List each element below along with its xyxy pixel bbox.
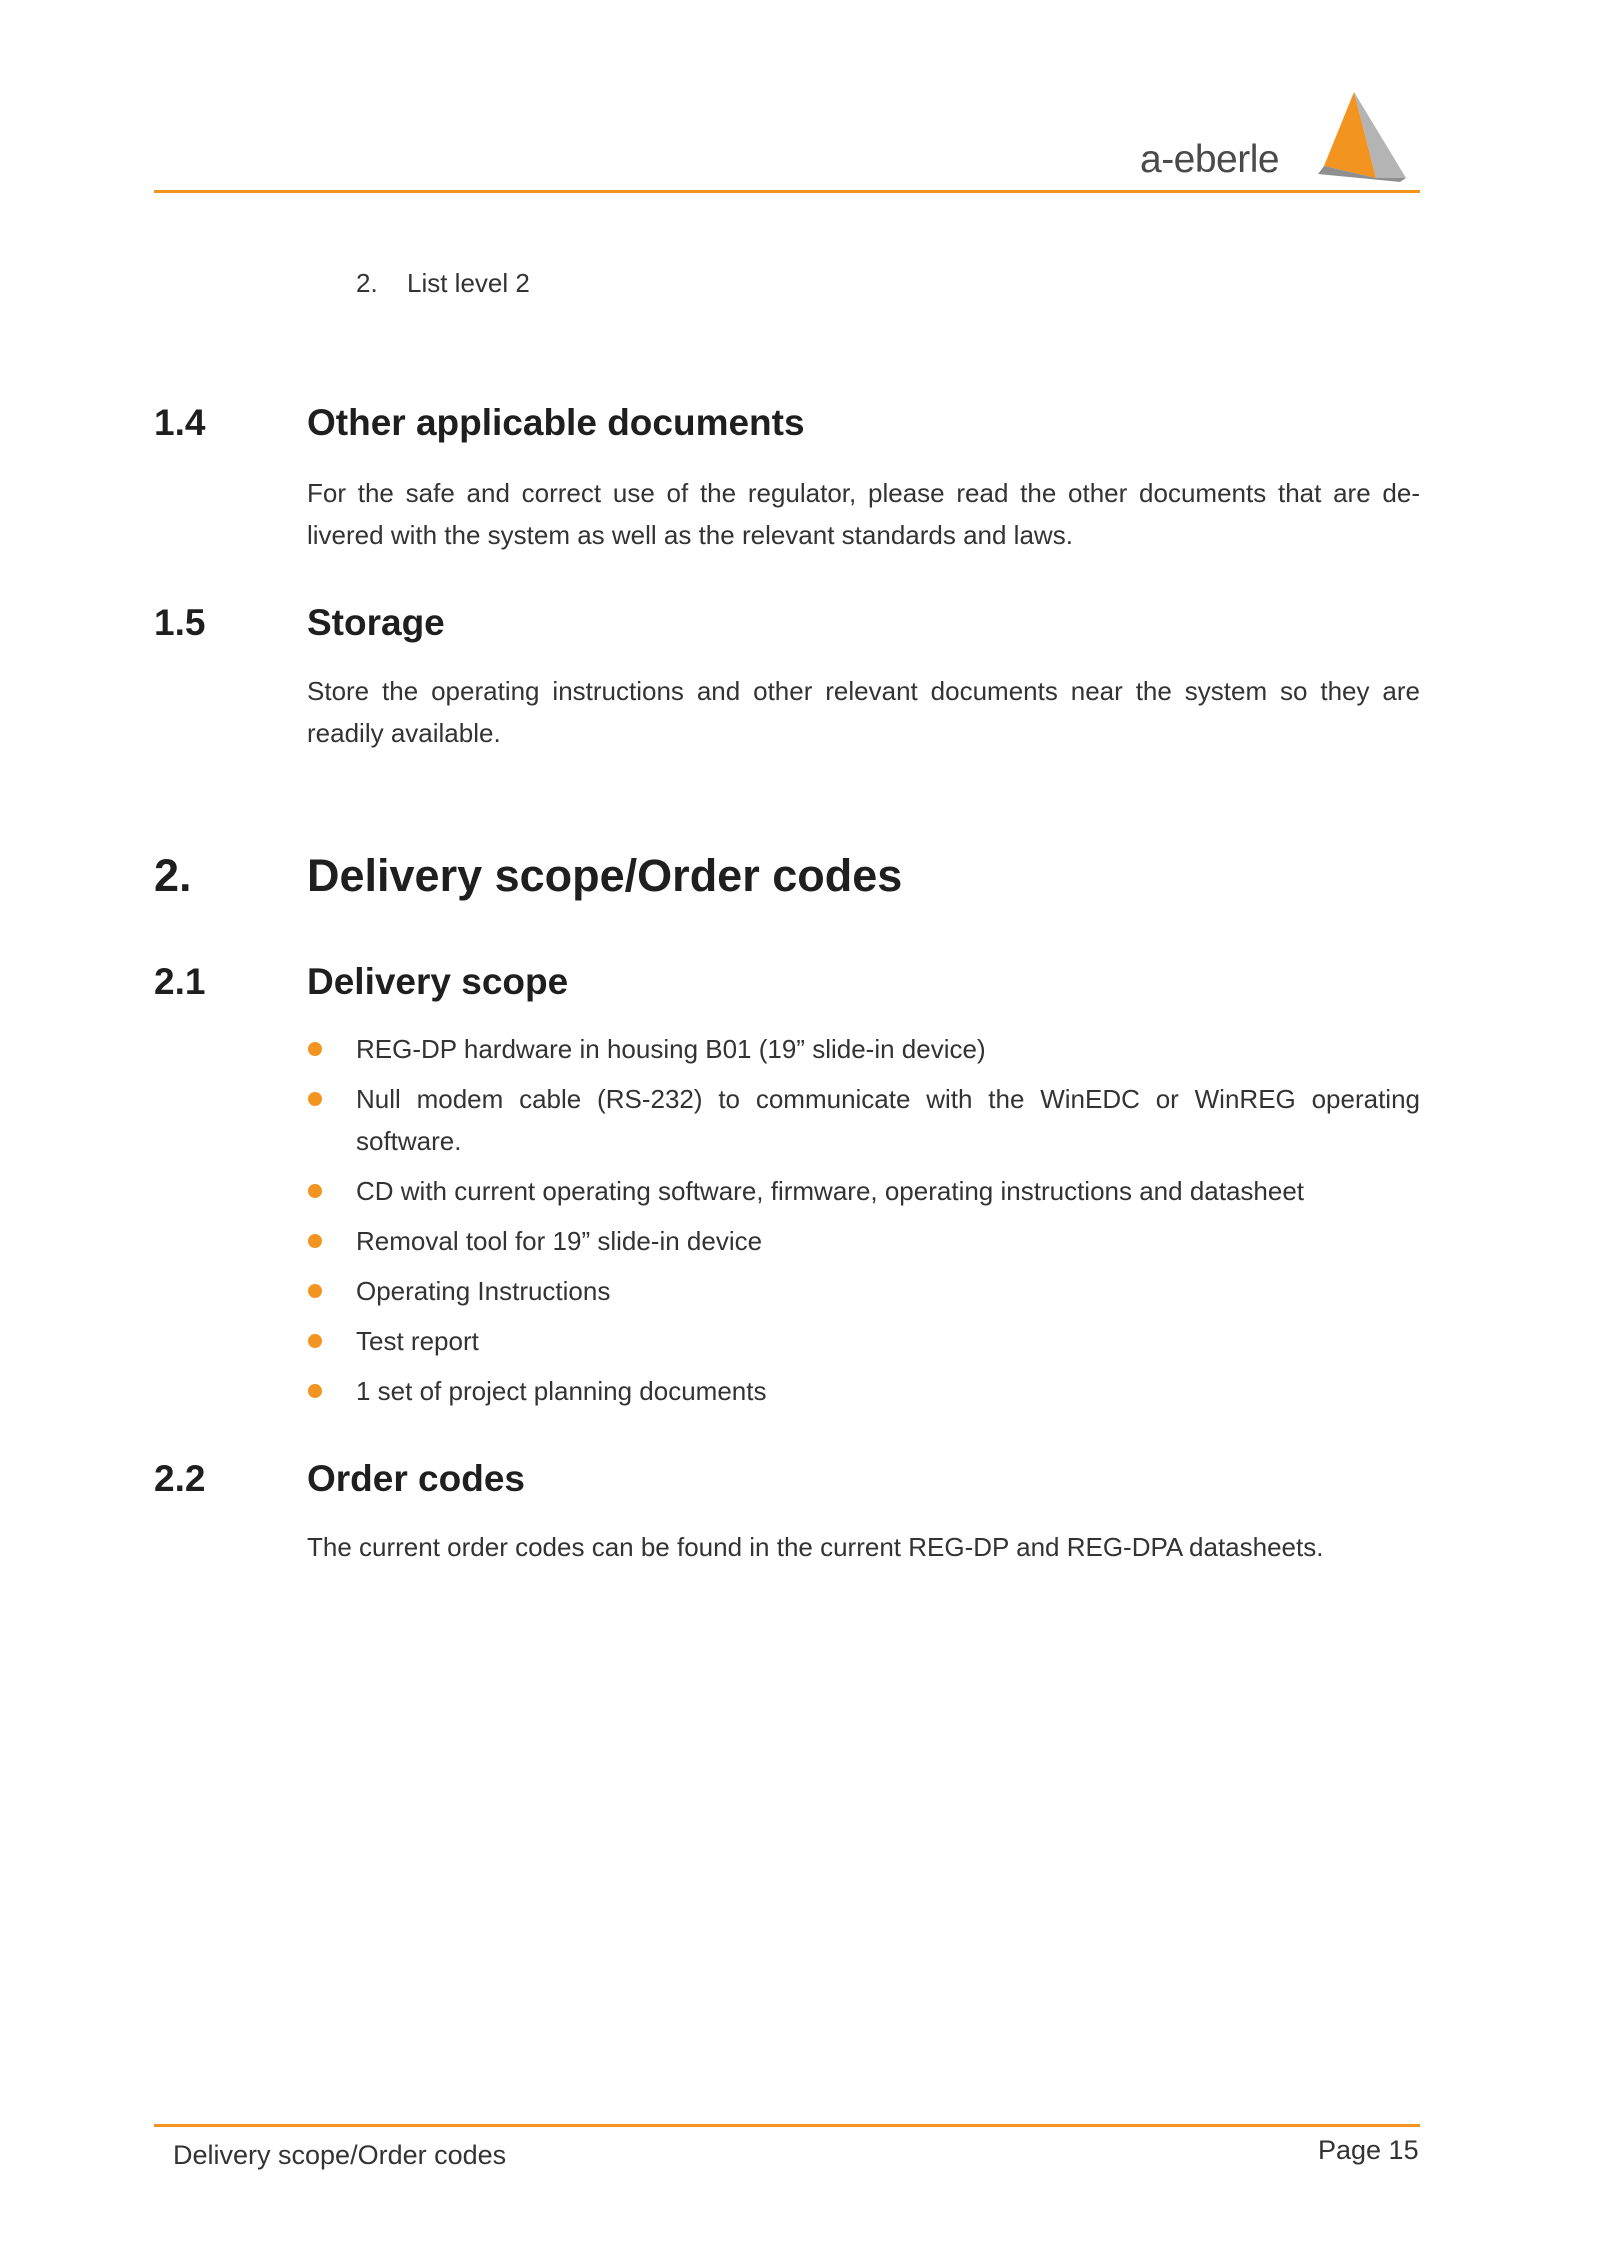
- list-item-number: 2.: [356, 268, 378, 298]
- header-divider: [154, 190, 1420, 193]
- section-number: 2.2: [154, 1458, 206, 1499]
- list-item: Null modem cable (RS-232) to communicate with the WinEDC or WinREG operating software.: [307, 1078, 1420, 1162]
- footer-divider: [154, 2124, 1420, 2127]
- section-number: 1.4: [154, 402, 206, 443]
- section-title: Storage: [307, 602, 445, 643]
- section-title: Delivery scope: [307, 961, 569, 1002]
- footer-chapter-title: Delivery scope/Order codes: [173, 2140, 507, 2170]
- bullet-dot-icon: [308, 1334, 322, 1348]
- section-number: 2.1: [154, 961, 206, 1002]
- heading-section-1-4: [154, 402, 1420, 448]
- list-item: CD with current operating software, firmware, operating instructions and datasheet: [307, 1170, 1420, 1212]
- delivery-scope-list: [307, 1028, 1420, 1420]
- bullet-dot-icon: [308, 1384, 322, 1398]
- chapter-title: Delivery scope/Order codes: [307, 850, 903, 901]
- paragraph-storage: Store the operating instructions and other relevant documents near the system so they are readily available.: [307, 676, 1420, 748]
- company-logo: [1138, 88, 1410, 184]
- bullet-dot-icon: [308, 1042, 322, 1056]
- heading-chapter-2: [154, 850, 1420, 906]
- list-item: REG-DP hardware in housing B01 (19” slide-in device): [307, 1028, 1420, 1070]
- bullet-dot-icon: [308, 1184, 322, 1198]
- list-item-text: List level 2: [407, 268, 530, 298]
- heading-section-2-2: [154, 1458, 1420, 1504]
- logo-wordmark: a-eberle: [1140, 138, 1280, 181]
- section-number: 1.5: [154, 602, 206, 643]
- page-number: Page 15: [1318, 2135, 1419, 2165]
- list-item: Test report: [307, 1320, 1420, 1362]
- paragraph-order-codes: The current order codes can be found in the current REG-DP and REG-DPA datasheets.: [307, 1532, 1324, 1562]
- bullet-dot-icon: [308, 1092, 322, 1106]
- section-title: Order codes: [307, 1458, 525, 1499]
- bullet-dot-icon: [308, 1284, 322, 1298]
- list-item: 1 set of project planning documents: [307, 1370, 1420, 1412]
- chapter-number: 2.: [154, 850, 192, 901]
- list-item: Removal tool for 19” slide-in device: [307, 1220, 1420, 1262]
- paragraph-other-documents: For the safe and correct use of the regulator, please read the other documents that are de-livered with the system as well as the relevant standards and laws.: [307, 478, 1420, 550]
- heading-section-1-5: [154, 602, 1420, 648]
- heading-section-2-1: [154, 961, 1420, 1007]
- list-item: Operating Instructions: [307, 1270, 1420, 1312]
- bullet-dot-icon: [308, 1234, 322, 1248]
- section-title: Other applicable documents: [307, 402, 805, 443]
- list-item-level-2: [356, 268, 530, 299]
